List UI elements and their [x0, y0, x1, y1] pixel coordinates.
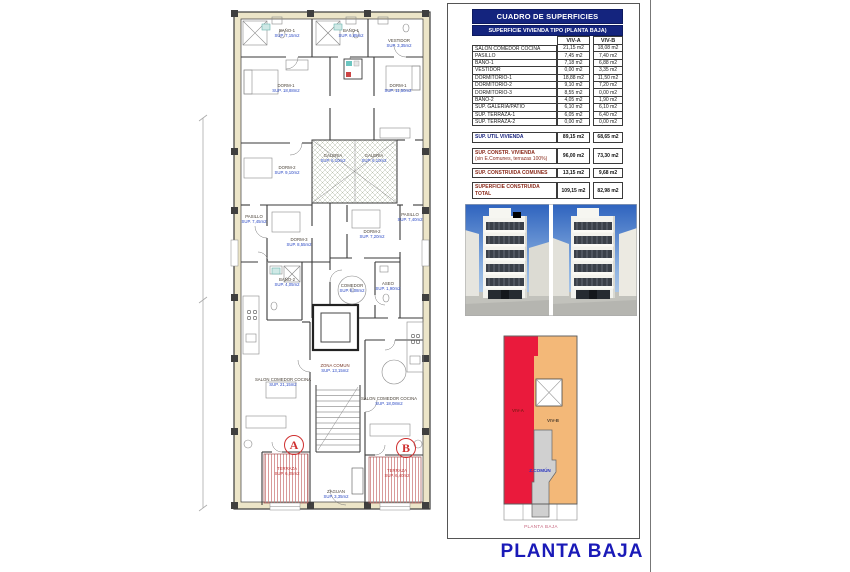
room-label: BAÑO-1 SUP. 6,85m2: [338, 28, 364, 39]
table-title: CUADRO DE SUPERFICIES: [472, 9, 623, 24]
room-label: SALON COMEDOR COCINA SUP. 21,15m2: [254, 377, 312, 388]
services-shaft: [344, 59, 362, 79]
diagram-caption: PLANTA BAJA: [524, 524, 558, 529]
patio: [312, 140, 397, 203]
room-label: VESTIDOR SUP. 3,35m2: [386, 38, 412, 49]
viv-a-zone: [505, 337, 539, 504]
room-label: DORM-2 SUP. 7,20m2: [359, 229, 385, 240]
room-label: ASEO SUP. 1,90m2: [375, 281, 401, 292]
render-photo-right: [553, 204, 637, 316]
total-row-constr: SUP. CONSTR. VIVIENDA (sin E.Comunes, terrazas 100%) 96,00 m2 73,30 m2: [472, 148, 623, 165]
unit-a-marker: A: [284, 435, 304, 455]
room-label: PASILLO SUP. 7,40m2: [397, 212, 423, 223]
room-label: DORM-2 SUP. 9,10m2: [274, 165, 300, 176]
col-viv-a: VIV-A: [557, 36, 590, 45]
total-row-util: SUP. UTIL VIVIENDA 89,15 m2 68,65 m2: [472, 132, 623, 142]
col-viv-b: VIV-B: [593, 36, 623, 45]
building-render-image: [465, 204, 637, 316]
room-label: GALERIA SUP. 6,10m2: [361, 153, 387, 164]
table-row: BAÑO-1 7,18 m2 6,88 m2: [472, 60, 623, 67]
room-label: TERRAZA SUP. 6,40m2: [384, 468, 410, 479]
room-label: BAÑO-1 SUP. 7,15m2: [274, 28, 300, 39]
elevator: [313, 305, 358, 350]
room-label: DORM-1 SUP. 18,88m2: [272, 83, 300, 94]
unit-b-marker: B: [396, 438, 416, 458]
room-label: GALERIA SUP. 6,10m2: [320, 153, 346, 164]
room-label: ZAGUAN SUP. 3,35m2: [323, 489, 349, 500]
table-row: DORMITORIO-2 9,10 m2 7,20 m2: [472, 82, 623, 89]
room-label: COMEDOR SUP. 8,08m2: [339, 283, 365, 294]
diagram-comun-label: Z.COMÚN: [529, 468, 551, 473]
room-label: ZONA COMUN SUP. 13,15m2: [320, 363, 350, 374]
table-row: DORMITORIO-3 8,55 m2 0,00 m2: [472, 89, 623, 96]
room-label: TERRAZA SUP. 6,05m2: [274, 466, 300, 477]
table-row: VESTIDOR 0,00 m2 3,35 m2: [472, 67, 623, 74]
table-column-headers: [472, 36, 623, 45]
room-label: DORM-1 SUP. 11,50m2: [384, 83, 412, 94]
page-title: PLANTA BAJA: [500, 541, 644, 562]
room-label: PASILLO SUP. 7,45m2: [241, 214, 267, 225]
unit-key-diagram: [501, 334, 581, 535]
building-renders: [465, 204, 637, 321]
room-label: DORM-3 SUP. 8,55m2: [286, 237, 312, 248]
patio-square: [536, 379, 562, 406]
room-label: BAÑO-2 SUP. 4,05m2: [274, 277, 300, 288]
total-row-total: SUPERFICIE CONSTRUIDA TOTAL 109,15 m2 82,98 m2: [472, 182, 623, 199]
diagram-viv-a-label: VIV-A: [512, 408, 524, 413]
right-panel-frame: [447, 3, 640, 539]
unit-key-svg: [501, 334, 581, 530]
room-label: SALON COMEDOR COCINA SUP. 18,08m2: [360, 396, 418, 407]
table-row: PASILLO 7,45 m2 7,40 m2: [472, 52, 623, 59]
dimension-line: [199, 115, 207, 511]
table-row: SUP. GALERIA/PATIO 6,10 m2 6,10 m2: [472, 104, 623, 111]
table-row: SUP. TERRAZA-2 0,00 m2 0,00 m2: [472, 119, 623, 126]
table-row: SALON COMEDOR COCINA 21,15 m2 18,08 m2: [472, 45, 623, 52]
table-row: BAÑO-2 4,05 m2 1,90 m2: [472, 97, 623, 104]
table-row: DORMITORIO-1 18,88 m2 11,50 m2: [472, 75, 623, 82]
page-divider-line: [650, 0, 651, 572]
diagram-viv-b-label: VIV-B: [547, 418, 559, 423]
render-photo-left: [465, 204, 549, 316]
surface-table: [472, 9, 623, 199]
table-subtitle: SUPERFICIE VIVIENDA TIPO (PLANTA BAJA): [472, 25, 623, 36]
table-row: SUP. TERRAZA-1 6,05 m2 6,40 m2: [472, 112, 623, 119]
total-row-comunes: SUP. CONSTRUIDA COMUNES 13,15 m2 9,68 m2: [472, 168, 623, 178]
